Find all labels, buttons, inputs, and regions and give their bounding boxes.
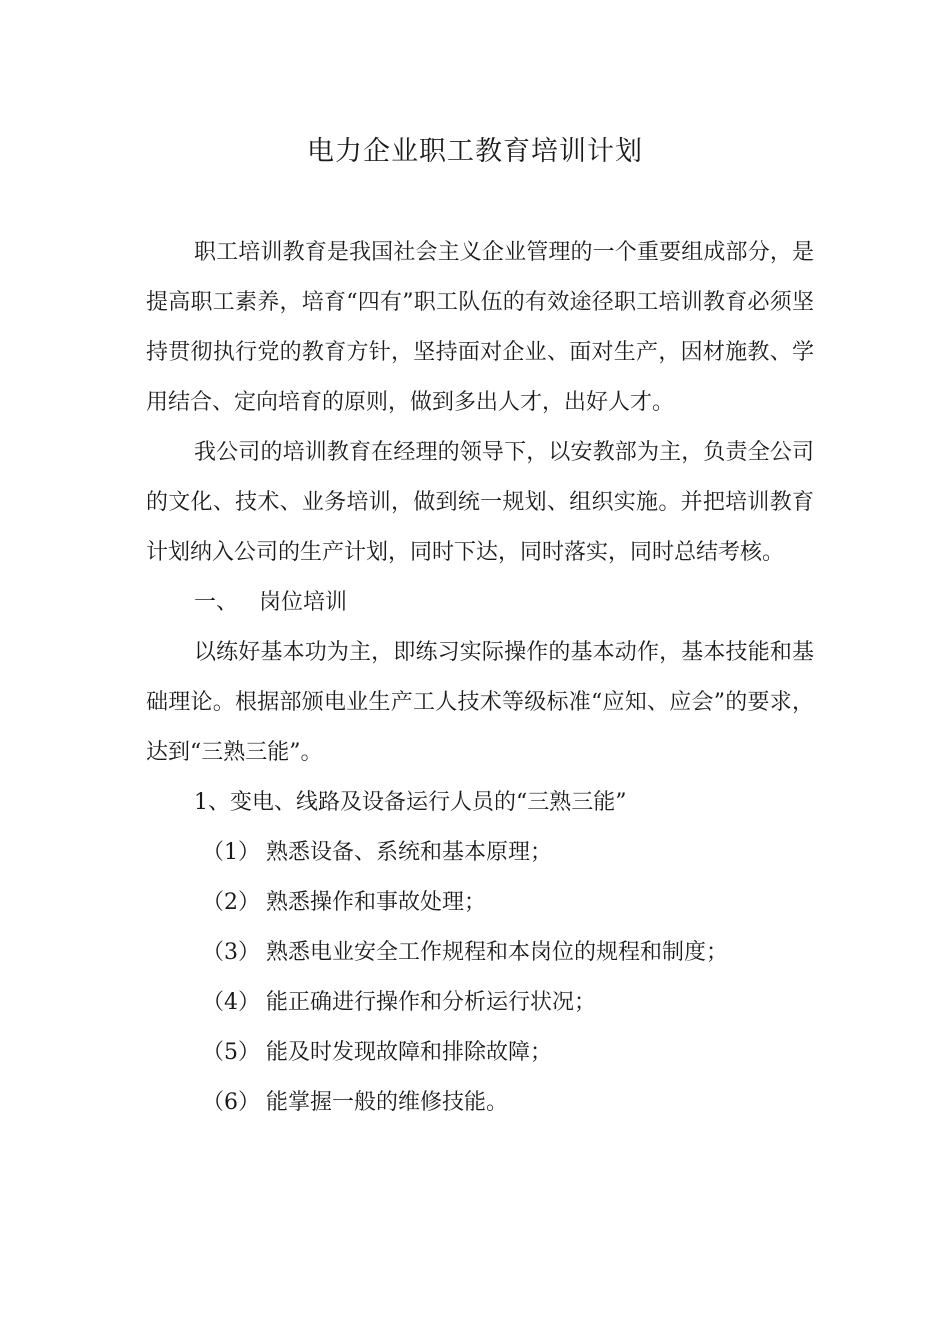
list-item bbox=[146, 1078, 814, 1128]
list-item-number: （6） bbox=[202, 1090, 260, 1115]
section-paragraph: 以练好基本功为主，即练习实际操作的基本动作，基本技能和基础理论。根据部颁电业生产工人技术等级标准“应知、应会”的要求，达到“三熟三能”。 bbox=[146, 640, 814, 765]
section-number: 一、 bbox=[194, 590, 239, 615]
list-item-number: （5） bbox=[202, 1040, 260, 1065]
intro-paragraph: 职工培训教育是我国社会主义企业管理的一个重要组成部分，是提高职工素养，培育“四有”职工队伍的有效途径职工培训教育必须坚持贯彻执行党的教育方针，坚持面对企业、面对生产，因材施教、学用结合、定向培育的原则，做到多出人才，出好人才。 bbox=[146, 240, 814, 415]
list-item-text: 能及时发现故障和排除故障； bbox=[266, 1040, 553, 1065]
list-item bbox=[146, 928, 814, 978]
list-item bbox=[146, 978, 814, 1028]
document-title: 电力企业职工教育培训计划 bbox=[307, 136, 643, 167]
list-item-text: 能正确进行操作和分析运行状况； bbox=[266, 990, 597, 1015]
section-title: 岗位培训 bbox=[259, 590, 348, 615]
requirements-list bbox=[146, 828, 814, 1128]
list-item-number: （2） bbox=[202, 890, 260, 915]
list-item-number: （1） bbox=[202, 840, 260, 865]
list-item-text: 熟悉电业安全工作规程和本岗位的规程和制度； bbox=[266, 940, 729, 965]
list-item-text: 熟悉操作和事故处理； bbox=[266, 890, 487, 915]
list-item bbox=[146, 1028, 814, 1078]
subsection-heading: 1、变电、线路及设备运行人员的“三熟三能” bbox=[194, 790, 627, 815]
list-item bbox=[146, 878, 814, 928]
organization-paragraph: 我公司的培训教育在经理的领导下，以安教部为主，负责全公司的文化、技术、业务培训，做到统一规划、组织实施。并把培训教育计划纳入公司的生产计划，同时下达，同时落实，同时总结考核。 bbox=[146, 440, 814, 565]
section-heading bbox=[146, 578, 814, 628]
list-item-text: 能掌握一般的维修技能。 bbox=[266, 1090, 509, 1115]
list-item-text: 熟悉设备、系统和基本原理； bbox=[266, 840, 553, 865]
list-item bbox=[146, 828, 814, 878]
list-item-number: （4） bbox=[202, 990, 260, 1015]
list-item-number: （3） bbox=[202, 940, 260, 965]
document-body bbox=[146, 228, 814, 1128]
